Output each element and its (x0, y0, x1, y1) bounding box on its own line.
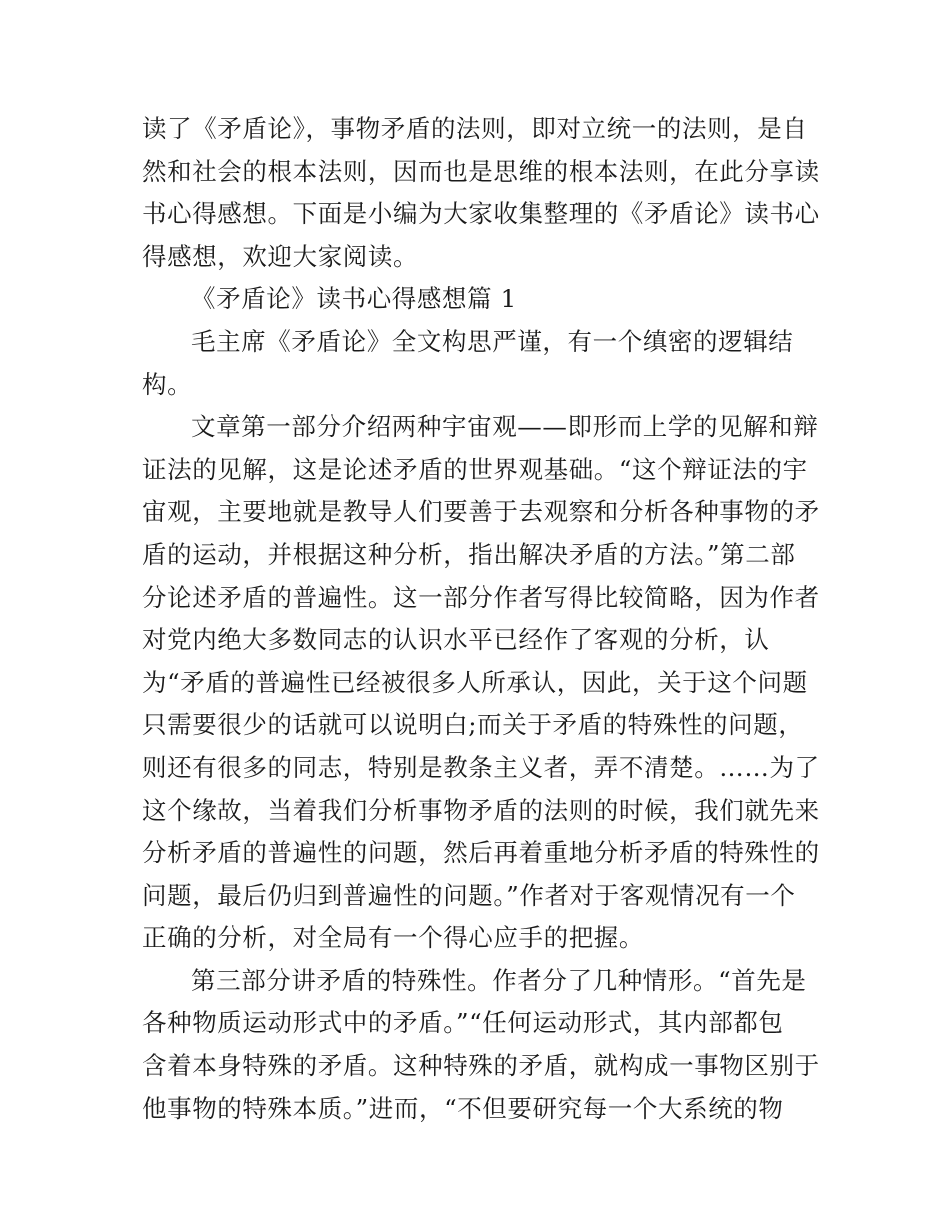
text-line: 各种物质运动形式中的矛盾。”“任何运动形式，其内部都包 (142, 1008, 784, 1038)
paragraph-1 (142, 321, 812, 406)
text-line: 文章第一部分介绍两种宇宙观——即形而上学的见解和辩 (191, 412, 819, 442)
text-line: 问题，最后仍归到普遍性的问题。”作者对于客观情况有一个 (142, 880, 796, 910)
text-line: 则还有很多的同志，特别是教条主义者，弄不清楚。……为了 (142, 752, 820, 782)
text-line: 然和社会的根本法则，因而也是思维的根本法则，在此分享读 (142, 156, 820, 186)
text-line: 读了《矛盾论》，事物矛盾的法则，即对立统一的法则，是自 (142, 114, 808, 143)
text-line: 为“矛盾的普遍性已经被很多人所承认，因此，关于这个问题 (142, 667, 808, 697)
text-line: 第三部分讲矛盾的特殊性。作者分了几种情形。“首先是 (191, 965, 807, 995)
document-body (142, 108, 820, 1130)
text-line: 对党内绝大多数同志的认识水平已经作了客观的分析，认 (142, 625, 770, 655)
text-line: 书心得感想。下面是小编为大家收集整理的《矛盾论》读书心 (142, 199, 820, 229)
text-line: 分析矛盾的普遍性的问题，然后再着重地分析矛盾的特殊性的 (142, 838, 820, 868)
text-line: 构。 (142, 369, 193, 399)
text-line: 证法的见解，这是论述矛盾的世界观基础。“这个辩证法的宇 (142, 454, 808, 484)
intro-paragraph (142, 108, 820, 278)
paragraph-3 (142, 960, 820, 1130)
text-line: 含着本身特殊的矛盾。这种特殊的矛盾，就构成一事物区别于 (142, 1051, 820, 1081)
paragraph-2 (142, 406, 820, 960)
text-line: 盾的运动，并根据这种分析，指出解决矛盾的方法。”第二部 (142, 539, 796, 569)
text-line: 得感想，欢迎大家阅读。 (142, 241, 419, 271)
text-line: 这个缘故，当着我们分析事物矛盾的法则的时候，我们就先来 (142, 795, 820, 825)
section-heading (142, 278, 812, 321)
text-line: 宙观，主要地就是教导人们要善于去观察和分析各种事物的矛 (142, 497, 820, 527)
text-line: 他事物的特殊本质。”进而，“不但要研究每一个大系统的物 (142, 1093, 784, 1123)
section-heading-text: 《矛盾论》读书心得感想篇 1 (191, 284, 517, 314)
text-line: 正确的分析，对全局有一个得心应手的把握。 (142, 923, 644, 953)
text-line: 分论述矛盾的普遍性。这一部分作者写得比较简略，因为作者 (142, 582, 820, 612)
text-line: 毛主席《矛盾论》全文构思严谨，有一个缜密的逻辑结 (191, 326, 794, 356)
text-line: 只需要很少的话就可以说明白;而关于矛盾的特殊性的问题， (142, 710, 804, 740)
